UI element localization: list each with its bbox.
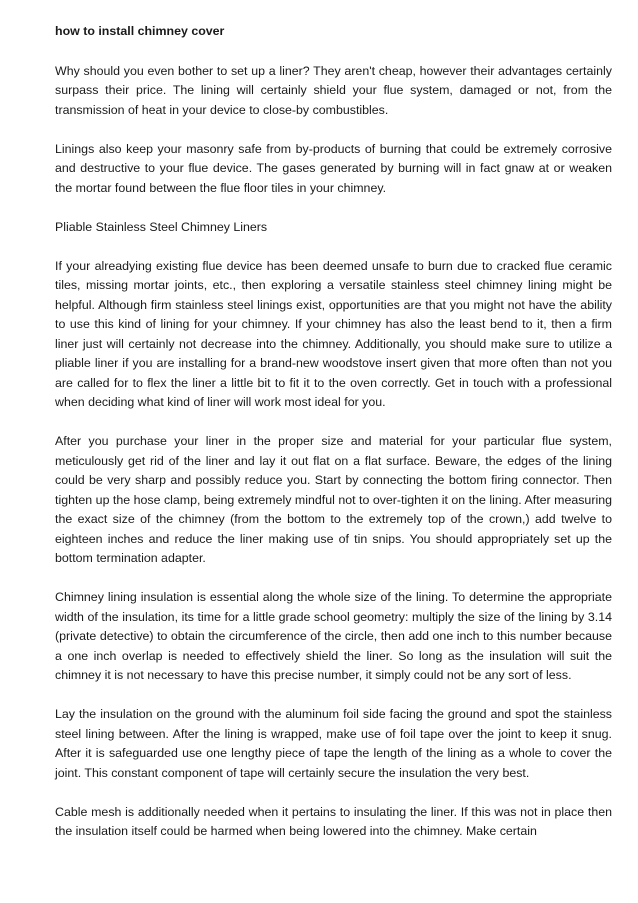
document-page <box>55 22 612 861</box>
paragraph-insulation-wrap: Lay the insulation on the ground with the aluminum foil side facing the ground and spot the stainless steel lining between. After the lining is wrapped, make use of foil tape over the joint to keep it snug. After it is safeguarded use one lengthy piece of tape the length of the lining as a whole to cover the joint. This constant component of tape will certainly secure the insulation the very best. <box>55 707 612 780</box>
paragraph-insulation-size: Chimney lining insulation is essential along the whole size of the lining. To determine the appropriate width of the insulation, its time for a little grade school geometry: multiply the size of the lining by 3.14 (private detective) to obtain the circumference of the circle, then add one inch to this number because a one inch overlap is needed to effectively shield the liner. So long as the insulation will suit the chimney it is not necessary to have this precise number, it simply could not be any sort of less. <box>55 590 612 682</box>
paragraph-flexible-liners: If your alreadying existing flue device has been deemed unsafe to burn due to cracked flue ceramic tiles, missing mortar joints, etc., then exploring a versatile stainless steel chimney lining might be helpful. Although firm stainless steel linings exist, opportunities are that you might not have the ability to use this kind of lining for your chimney. If your chimney has also the least bend to it, then a firm liner just will certainly not decrease into the chimney. Additionally, you should make sure to utilize a pliable liner if you are installing for a brand-new woodstove insert given that more often than not you are called for to flex the liner a little bit to fit it to the oven correctly. Get in touch with a professional when deciding what kind of liner will work most ideal for you. <box>55 258 612 409</box>
paragraph-masonry-protection: Linings also keep your masonry safe from by-products of burning that could be extremely corrosive and destructive to your flue device. The gases generated by burning will in fact gnaw at or weaken the mortar found between the flue floor tiles in your chimney. <box>55 141 612 195</box>
section-heading: Pliable Stainless Steel Chimney Liners <box>55 219 268 234</box>
document-title: how to install chimney cover <box>55 24 225 38</box>
paragraph-liner-benefits: Why should you even bother to set up a liner? They aren't cheap, however their advantages certainly surpass their price. The lining will certainly shield your flue system, damaged or not, from the transmission of heat in your device to close-by combustibles. <box>55 63 612 117</box>
paragraph-cable-mesh: Cable mesh is additionally needed when it pertains to insulating the liner. If this was not in place then the insulation itself could be harmed when being lowered into the chimney. Make certain <box>55 804 612 838</box>
paragraph-installation-steps: After you purchase your liner in the proper size and material for your particular flue system, meticulously get rid of the liner and lay it out flat on a flat surface. Beware, the edges of the lining could be very sharp and possibly reduce you. Start by connecting the bottom firing connector. Then tighten up the hose clamp, being extremely mindful not to over-tighten it on the lining. After measuring the exact size of the chimney (from the bottom to the extremely top of the crown,) add twelve to eighteen inches and reduce the liner making use of tin snips. You should appropriately set up the bottom termination adapter. <box>55 434 612 565</box>
